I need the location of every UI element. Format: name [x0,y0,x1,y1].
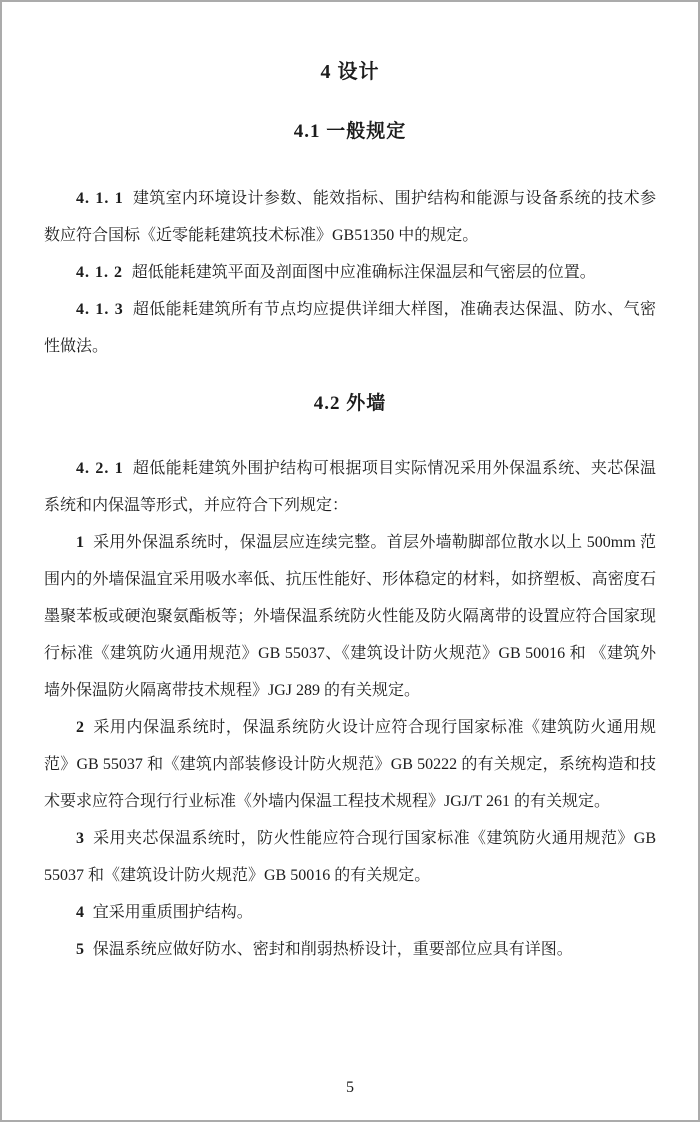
clause-text: 超低能耗建筑所有节点均应提供详细大样图，准确表达保温、防水、气密性做法。 [44,301,656,355]
chapter-title: 4 设计 [320,61,380,83]
item-number: 1 [76,534,84,551]
list-item-1 [44,524,656,709]
item-number: 2 [76,719,84,736]
item-number: 4 [76,904,84,921]
list-item-3 [44,820,656,894]
item-text: 采用外保温系统时，保温层应连续完整。首层外墙勒脚部位散水以上 500mm 范围内的外墙保温宜采用吸水率低、抗压性能好、形体稳定的材料，如挤塑板、高密度石墨聚苯板或硬泡聚氨酯板等；外墙保温系统防火性能及防火隔离带的设置应符合国家现行标准《建筑防火通用规范》GB 55037、《建筑设计防火规范》GB 50016 和 《建筑外墙外保温防火隔离带技术规程》JGJ 289 的有关规定。 [44,534,656,699]
list-item-2 [44,709,656,820]
page-number: 5 [346,1079,354,1096]
clause-4-1-1 [44,180,656,254]
clause-number: 4. 1. 1 [76,190,124,207]
item-number: 3 [76,830,84,847]
clause-4-1-2 [44,254,656,291]
clause-number: 4. 2. 1 [76,460,124,477]
clause-number: 4. 1. 2 [76,264,123,281]
clause-text: 超低能耗建筑平面及剖面图中应准确标注保温层和气密层的位置。 [131,264,596,281]
clause-4-1-3 [44,291,656,365]
list-item-4 [44,894,656,931]
item-text: 保温系统应做好防水、密封和削弱热桥设计，重要部位应具有详图。 [92,941,573,958]
section-heading-4-2: 4.2 外墙 [313,393,387,414]
clause-text: 建筑室内环境设计参数、能效指标、围护结构和能源与设备系统的技术参数应符合国标《近零能耗建筑技术标准》GB51350 中的规定。 [44,190,656,244]
clause-text: 超低能耗建筑外围护结构可根据项目实际情况采用外保温系统、夹芯保温系统和内保温等形式，并应符合下列规定： [44,460,656,514]
item-text: 宜采用重质围护结构。 [92,904,253,921]
section-heading-4-1: 4.1 一般规定 [293,121,407,142]
clause-number: 4. 1. 3 [76,301,124,318]
clause-4-2-1 [44,450,656,524]
item-text: 采用内保温系统时，保温系统防火设计应符合现行国家标准《建筑防火通用规范》GB 55037 和《建筑内部装修设计防火规范》GB 50222 的有关规定，系统构造和技术要求应符合现行行业标准《外墙内保温工程技术规程》JGJ/T 261 的有关规定。 [44,719,656,810]
list-item-5 [44,931,656,968]
item-number: 5 [76,941,84,958]
item-text: 采用夹芯保温系统时，防火性能应符合现行国家标准《建筑防火通用规范》GB 55037 和《建筑设计防火规范》GB 50016 的有关规定。 [44,830,656,884]
